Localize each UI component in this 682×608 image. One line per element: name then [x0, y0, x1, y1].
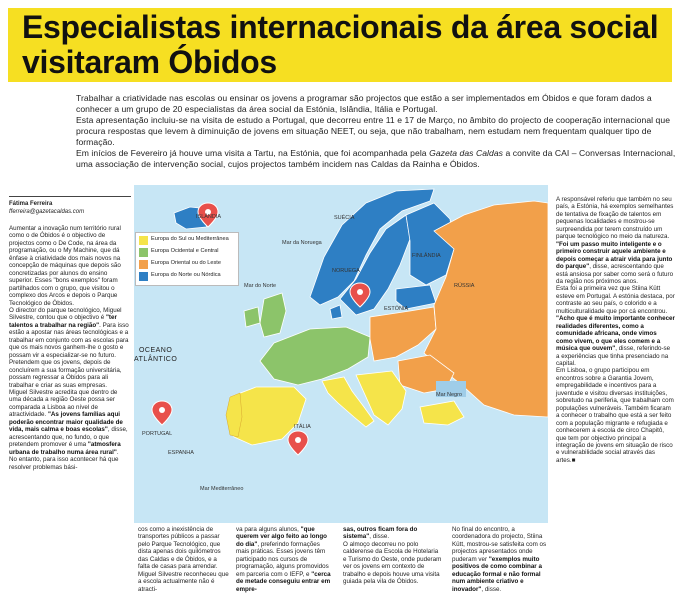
author-name: Fátima Ferreira — [9, 201, 53, 207]
quote: "Acho que é muito importante conhecer realidades diferentes, como a comunidade africana, onde vimos como vivem, o que eles comem e a música que ouvem" — [556, 315, 675, 353]
intro-paragraph: Trabalhar a criatividade nas escolas ou ensinar os jovens a programar são projectos que estão a ser implementados em Óbidos e que foram dados a conhecer a um grupo de 20 especialistas da área social da Estónia, Islândia, Itália e Portugal. — [76, 93, 652, 114]
legend-swatch — [139, 272, 148, 281]
paragraph: cos como a inexistência de transportes públicos a passar pelo Parque Tecnológico, que dista apenas dois quilómetros das Caldas e de Óbidos, e a falta de casas para arrendar. Miguel Silvestre reconheceu que a escola actualmente não é atracti- — [138, 526, 229, 593]
paragraph: No entanto, para isso acontecer há que resolver problemas bási- — [9, 456, 119, 471]
paragraph — [9, 389, 131, 456]
quote: "exemplos muito positivos de como combinar a educação formal e não formal num ambiente criativo e inovador" — [452, 555, 542, 593]
map-label-espanha: ESPANHA — [168, 450, 194, 456]
quote: sas, outros ficam fora do sistema" — [343, 526, 418, 541]
legend-item — [139, 236, 235, 245]
column-3 — [236, 526, 334, 593]
legend-swatch — [139, 236, 148, 245]
quote: "As jovens famílias aqui poderão encontrar maior qualidade de vida, mais calma e boas escolas" — [9, 411, 123, 434]
column-6 — [556, 196, 675, 464]
headline: Especialistas internacionais da área social visitaram Óbidos — [22, 9, 659, 80]
legend-label: Europa do Sul ou Mediterrânea — [151, 236, 229, 242]
text: , disse, acrescentando que, no fundo, o que pretendem promover é uma — [9, 426, 128, 449]
legend-item — [139, 272, 235, 281]
ireland-shape — [244, 307, 260, 327]
legend-item — [139, 260, 235, 269]
column-2 — [138, 526, 230, 593]
paragraph — [556, 367, 675, 464]
ocean-label — [134, 346, 177, 364]
legend-label: Europa do Norte ou Nórdica — [151, 272, 221, 278]
text: , disse. — [481, 585, 502, 593]
quote: "cerca de metade conseguiu entrar em empre- — [236, 570, 331, 593]
map-label-portugal: PORTUGAL — [142, 431, 173, 437]
ocean-label-line: OCEANO — [138, 347, 173, 354]
map-label-italia: ITÁLIA — [294, 424, 311, 430]
finland-shape — [406, 203, 454, 285]
map-legend — [135, 232, 239, 286]
ocean-label-line: ATLÂNTICO — [134, 356, 178, 363]
text: A responsável referiu que também no seu país, a Estónia, há exemplos semelhantes de tentativa de fixação de talentos em pequenas localidades e mostrou-se surpreendida por terem construído um parque tecnológico no meio da natureza. — [556, 196, 674, 241]
paragraph — [452, 526, 548, 593]
intro-paragraph — [76, 148, 676, 170]
text: , disse, acrescentando que está ansiosa por saber como será o futuro da região nos próximos anos. — [556, 263, 674, 285]
text: , preferindo formações mais práticas. Esses jovens têm participado nos cursos de programação, alguns promovidos em parceria com o IEFP, e — [236, 540, 329, 578]
map-label-mar-negro: Mar Negro — [436, 392, 462, 398]
intro — [76, 93, 676, 170]
intro-paragraph: Esta apresentação incluiu-se na visita de estudo a Portugal, que decorreu entre 11 e 17 de Março, no âmbito do projecto de cooperação internacional que procura respostas que levem à diminuição de jovens em situação NEET, ou seja, que não trabalham, nem estudam nem frequentam qualquer tipo de formação. — [76, 115, 671, 147]
text: , disse. — [369, 533, 390, 541]
text: , disse, referindo-se a experiências que tinha presenciado na capital. — [556, 345, 671, 367]
text: O director do parque tecnológico, Miguel Silvestre, contou que o objectivo é — [9, 306, 122, 322]
column-5 — [452, 526, 548, 593]
paragraph: O almoço decorreu no polo calderense da Escola de Hotelaria e Turismo do Oeste, onde puderam ver os jovens em contexto de trabalho e depois houve uma visita guiada pela vila de Óbidos. — [343, 540, 442, 586]
newspaper-name: Gazeta das Caldas — [429, 148, 504, 158]
legend-label: Europa Ocidental e Central — [151, 248, 219, 254]
legend-item — [139, 248, 235, 257]
quote: "que querem ver algo feito ao longo do dia" — [236, 526, 327, 548]
text: Em Lisboa, o grupo participou em encontros sobre a Garantia Jovem, empregabilidade e incentivos para a juventude e visitou diversas instituições, sobretudo na periferia, que trabalham com populações vulneráveis. Também ficaram a conhecer o trabalho que está a ser feito com a população migrante e refugiada e conhecerem a escola de circo Chapitô, que tem por objectivo principal a integração de jovens em situação de risco e vulnerabilidade social através das artes. — [556, 367, 674, 464]
byline — [9, 196, 131, 216]
paragraph — [236, 526, 334, 593]
end-mark: ■ — [571, 456, 576, 464]
paragraph — [9, 307, 131, 389]
author-email[interactable]: fferreira@gazetacaldas.com — [9, 209, 85, 215]
column-4 — [343, 526, 443, 586]
text: Miguel Silvestre acredita que dentro de uma década a região Oeste possa ser comparada a Lisboa ao nível de atractividade. — [9, 388, 118, 419]
legend-swatch — [139, 260, 148, 269]
map-label-estonia: ESTÓNIA — [384, 306, 409, 312]
text: . — [116, 448, 119, 456]
map-label-mar-noruega: Mar da Noruega — [282, 240, 322, 246]
column-1 — [9, 225, 131, 471]
paragraph: Esta foi a primeira vez que Stiina Kütt esteve em Portugal. A estónia destaca, por contraste ao seu país, o colorido e a multiculturalidade que por cá encontrou. — [556, 285, 675, 315]
text: . Para isso estão a apostar nas áreas tecnológicas e a trabalhar em conjunto com as escolas para que os mais novos ganhem-lhe o gosto e possam vir a especializar-se no futuro. Pretendem que os jovens, depois de concluírem a sua formação universitária, possam regressar a Óbidos para ali trabalhar e criar as suas empresas. — [9, 321, 129, 389]
quote: "ter talentos a trabalhar na região" — [9, 314, 117, 329]
paragraph — [343, 526, 443, 541]
paragraph — [556, 315, 675, 367]
text: va para alguns alunos, — [236, 526, 299, 533]
quote: "Foi um passo muito inteligente e o primeiro construir aquele ambiente e depois começar a atrair vida para junto do parque" — [556, 240, 673, 271]
map-label-noruega: NORUEGA — [332, 268, 360, 274]
paragraph: Aumentar a inovação num território rural como o de Óbidos é o objectivo de projectos como o De Code, na área da programação, ou o My Machine, que dá ênfase à criatividade dos mais novos na concepção de máquinas que depois são concretizadas por alunos do ensino superior. Esses "bons exemplos" foram partilhados com o grupo, que visitou o complexo dos Arcos e depois o Parque Tecnológico de Óbidos. — [9, 225, 121, 307]
map-label-russia: RÚSSIA — [454, 283, 475, 289]
map-label-mar-norte: Mar do Norte — [244, 283, 277, 289]
map-label-islandia: ISLÂNDIA — [196, 214, 222, 220]
map-label-suecia: SUÉCIA — [334, 215, 355, 221]
map-label-finlandia: FINLÂNDIA — [412, 253, 441, 259]
intro-text: Em inícios de Fevereiro já houve uma visita a Tartu, na Estónia, que foi acompanhada pela Gazeta das Caldas a convite da CAI – Conversas Internacional, uma associação de intervenção social, cujos projectos também incidem nas Caldas da Rainha e Óbidos. — [76, 148, 676, 169]
quote: "atmosfera urbana de trabalho numa área rural" — [9, 441, 121, 456]
map-label-mar-mediterraneo: Mar Mediterrâneo — [200, 486, 244, 492]
paragraph — [556, 196, 675, 285]
text: No final do encontro, a coordenadora do projecto, Stiina Kütt, mostrou-se satisfeita com os projectos apresentados onde puderam ver — [452, 526, 547, 563]
legend-label: Europa Oriental ou do Leste — [151, 260, 221, 266]
legend-swatch — [139, 248, 148, 257]
